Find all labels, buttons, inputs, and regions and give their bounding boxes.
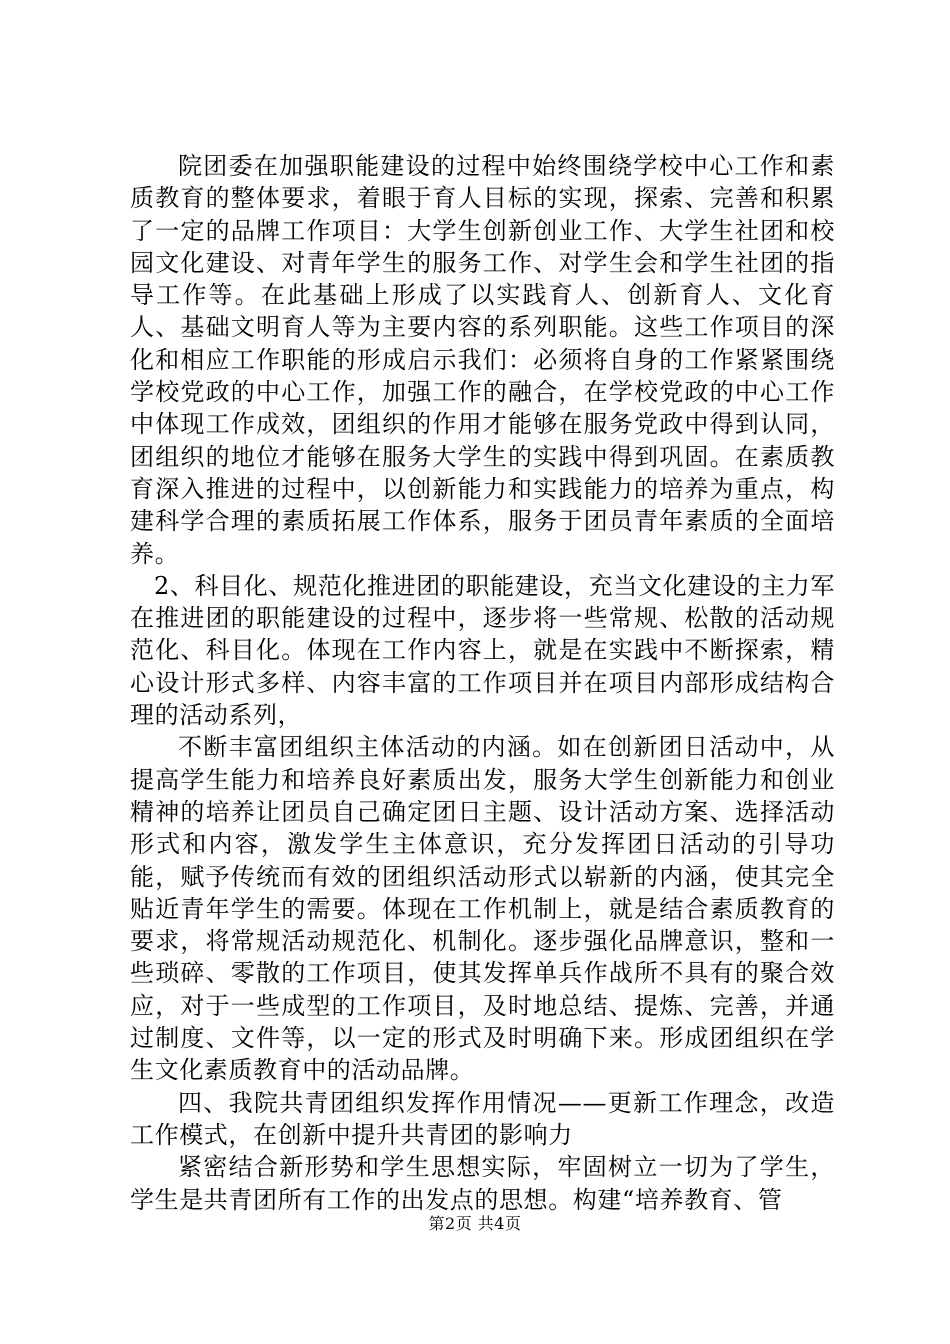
page-number-footer: 第2页 共4页 [428, 1214, 522, 1233]
paragraph-activities: 不断丰富团组织主体活动的内涵。如在创新团日活动中，从提高学生能力和培养良好素质出发，服务大学生创新能力和创业精神的培养让团员自己确定团日主题、设计活动方案、选择活动形式和内容，激发学生主体意识，充分发挥团日活动的引导功能，赋予传统而有效的团组织活动形式以崭新的内涵，使其完全贴近青年学生的需要。体现在工作机制上，就是结合素质教育的要求，将常规活动规范化、机制化。逐步强化品牌意识，整和一些琐碎、零散的工作项目，使其发挥单兵作战所不具有的聚合效应，对于一些成型的工作项目，及时地总结、提炼、完善，并通过制度、文件等，以一定的形式及时明确下来。形成团组织在学生文化素质教育中的活动品牌。 [130, 733, 835, 1085]
document-body [130, 150, 835, 1216]
section-heading-4: 四、我院共青团组织发挥作用情况——更新工作理念，改造工作模式，在创新中提升共青团的影响力 [130, 1088, 835, 1149]
paragraph-new-ideas: 紧密结合新形势和学生思想实际，牢固树立一切为了学生，学生是共青团所有工作的出发点的思想。构建“培养教育、管 [130, 1153, 835, 1214]
paragraph-league-committee: 院团委在加强职能建设的过程中始终围绕学校中心工作和素质教育的整体要求，着眼于育人目标的实现，探索、完善和积累了一定的品牌工作项目：大学生创新创业工作、大学生社团和校园文化建设、对青年学生的服务工作、对学生会和学生社团的指导工作等。在此基础上形成了以实践育人、创新育人、文化育人、基础文明育人等为主要内容的系列职能。这些工作项目的深化和相应工作职能的形成启示我们：必须将自身的工作紧紧围绕学校党政的中心工作，加强工作的融合，在学校党政的中心工作中体现工作成效，团组织的作用才能够在服务党政中得到认同，团组织的地位才能够在服务大学生的实践中得到巩固。在素质教育深入推进的过程中，以创新能力和实践能力的培养为重点，构建科学合理的素质拓展工作体系，服务于团员青年素质的全面培养。 [130, 152, 835, 568]
paragraph-section-2: 2、科目化、规范化推进团的职能建设，充当文化建设的主力军在推进团的职能建设的过程中，逐步将一些常规、松散的活动规范化、科目化。体现在工作内容上，就是在实践中不断探索，精心设计形式多样、内容丰富的工作项目并在项目内部形成结构合理的活动系列， [130, 571, 835, 730]
